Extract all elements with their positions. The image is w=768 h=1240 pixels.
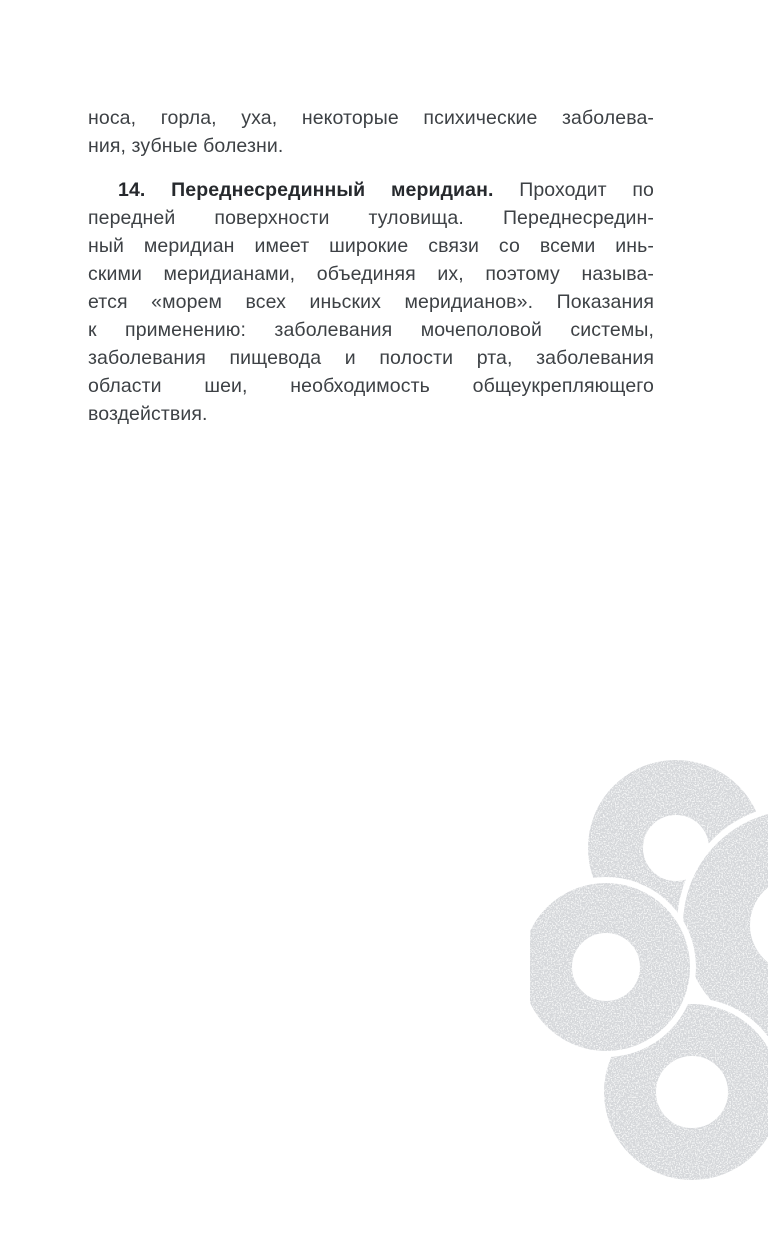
text-line: скими меридианами, объединяя их, поэтому называ- (88, 263, 654, 285)
knot-ring-left-gap (547, 908, 665, 1026)
text-line: передней поверхности туловища. Переднесредин- (88, 207, 654, 229)
knot-ring-right-gap (717, 844, 768, 1007)
text-line (88, 176, 654, 204)
text-line-rest: Проходит по (519, 179, 654, 201)
text-line: ется «морем всех иньских меридианов». Показания (88, 291, 654, 313)
knot-ring-top (616, 788, 737, 909)
text-line: воздействия. (88, 403, 208, 425)
knot-ring-bottom (630, 1030, 754, 1154)
text-line: заболевания пищевода и полости рта, заболевания (88, 347, 654, 369)
paragraph-continuation (88, 104, 654, 160)
text-line: к применению: заболевания мочеполовой системы, (88, 319, 654, 341)
knot-ring-bottom-gap (630, 1030, 754, 1154)
paragraph-meridian-14 (88, 176, 654, 428)
text-column (88, 104, 654, 428)
meridian-heading-bold: 14. Переднесрединный меридиан. (118, 179, 494, 201)
text-line: области шеи, необходимость общеукрепляющего (88, 375, 654, 397)
text-line: ный меридиан имеет широкие связи со всеми инь- (88, 235, 654, 257)
knot-watermark (530, 760, 768, 1180)
text-line: ния, зубные болезни. (88, 135, 284, 157)
text-line: носа, горла, уха, некоторые психические заболева- (88, 107, 654, 129)
knot-ring-right (717, 844, 768, 1007)
knot-ring-left (547, 908, 665, 1026)
